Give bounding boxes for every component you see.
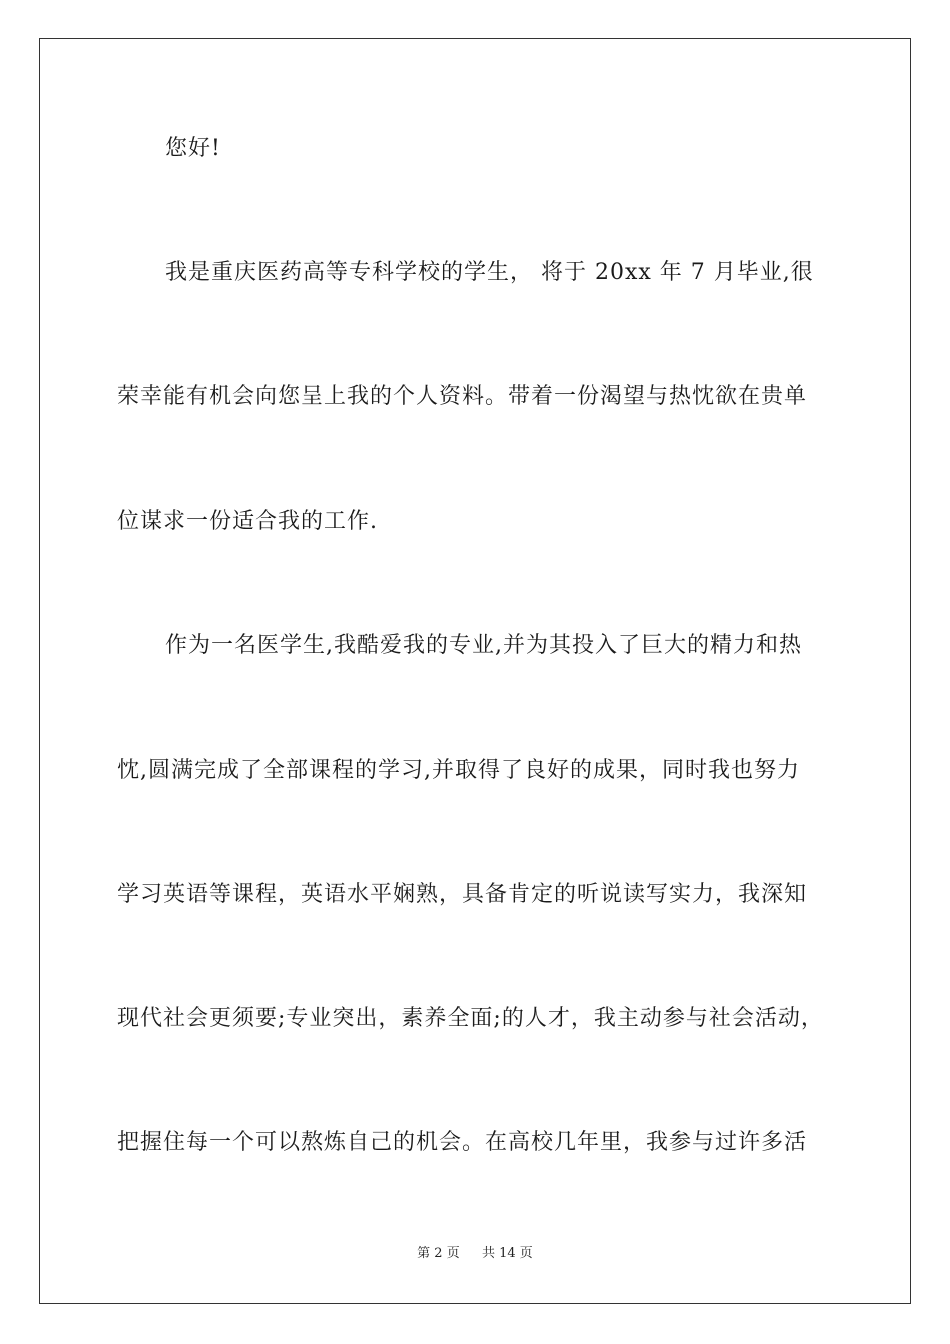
paragraph-line: 作为一名医学生,我酷爱我的专业,并为其投入了巨大的精力和热 xyxy=(165,633,802,658)
page-number: 第 2 页 xyxy=(417,1246,460,1261)
paragraph-line: 现代社会更须要;专业突出，素养全面;的人才，我主动参与社会活动， xyxy=(117,1006,824,1031)
paragraph-line: 忱,圆满完成了全部课程的学习,并取得了良好的成果，同时我也努力 xyxy=(117,758,800,783)
page-footer xyxy=(0,1245,950,1263)
greeting-line: 您好! xyxy=(165,136,221,161)
page-total: 共 14 页 xyxy=(482,1246,533,1261)
paragraph-line: 荣幸能有机会向您呈上我的个人资料。带着一份渴望与热忱欲在贵单 xyxy=(117,384,808,409)
paragraph-line: 学习英语等课程，英语水平娴熟，具备肯定的听说读写实力，我深知 xyxy=(117,882,808,907)
paragraph-line: 我是重庆医药高等专科学校的学生， 将于 20xx 年 7 月毕业,很 xyxy=(165,260,814,285)
page-border xyxy=(39,38,911,1304)
paragraph-line: 把握住每一个可以熬炼自己的机会。在高校几年里，我参与过许多活 xyxy=(117,1130,808,1155)
paragraph-line: 位谋求一份适合我的工作. xyxy=(117,509,378,534)
